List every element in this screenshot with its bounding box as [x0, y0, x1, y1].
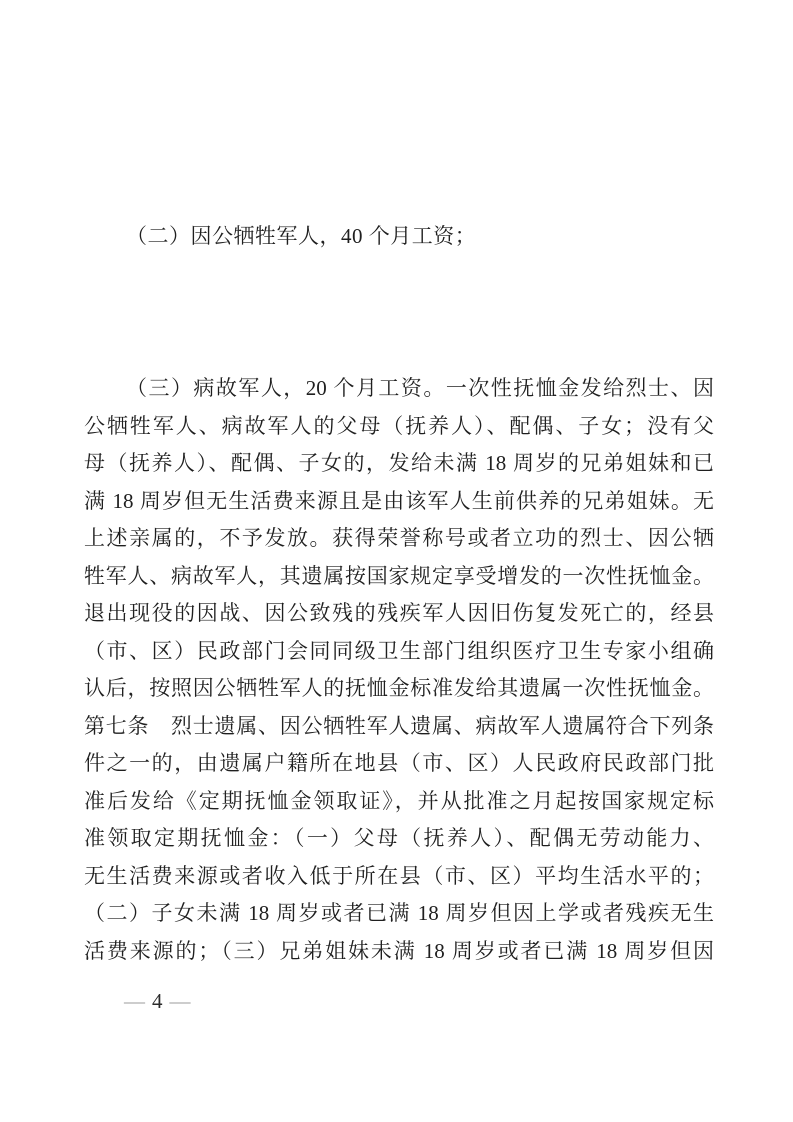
text-line: （市、区）民政部门会同同级卫生部门组织医疗卫生专家小组确	[84, 638, 714, 663]
text-line: 母（抚养人）、配偶、子女的，发给未满 18 周岁的兄弟姐妹和已	[84, 451, 714, 475]
text-line: 第七条 烈士遗属、因公牺牲军人遗属、病故军人遗属符合下列条	[84, 713, 714, 738]
text-line: （二）子女未满 18 周岁或者已满 18 周岁但因上学或者残疾无生	[84, 901, 714, 925]
text-line: 活费来源的；（三）兄弟姐妹未满 18 周岁或者已满 18 周岁但因	[84, 938, 714, 963]
text-line: 满 18 周岁但无生活费来源且是由该军人生前供养的兄弟姐妹。无	[84, 488, 714, 513]
text-line: 无生活费来源或者收入低于所在县（市、区）平均生活水平的；	[84, 863, 714, 888]
body-paragraph	[84, 370, 714, 970]
clause-two-line: （二）因公牺牲军人，40 个月工资；	[126, 224, 477, 248]
text-line: 准领取定期抚恤金：（一）父母（抚养人）、配偶无劳动能力、	[84, 826, 714, 850]
text-line: 退出现役的因战、因公致残的残疾军人因旧伤复发死亡的，经县	[84, 601, 714, 625]
footer-left-dash: —	[124, 989, 145, 1013]
text-line: （三）病故军人，20 个月工资。一次性抚恤金发给烈士、因	[126, 376, 714, 400]
text-line: 准后发给《定期抚恤金领取证》，并从批准之月起按国家规定标	[84, 788, 714, 813]
text-line: 公牺牲军人、病故军人的父母（抚养人）、配偶、子女；没有父	[84, 413, 714, 438]
text-line: 上述亲属的，不予发放。获得荣誉称号或者立功的烈士、因公牺	[84, 526, 714, 550]
text-line: 牲军人、病故军人，其遗属按国家规定享受增发的一次性抚恤金。	[84, 563, 714, 588]
text-line: 件之一的，由遗属户籍所在地县（市、区）人民政府民政部门批	[84, 751, 714, 775]
footer-right-dash: —	[169, 989, 191, 1013]
page-footer	[124, 986, 191, 1016]
page-number: 4	[152, 989, 163, 1013]
text-line: 认后，按照因公牺牲军人的抚恤金标准发给其遗属一次性抚恤金。	[84, 676, 714, 700]
